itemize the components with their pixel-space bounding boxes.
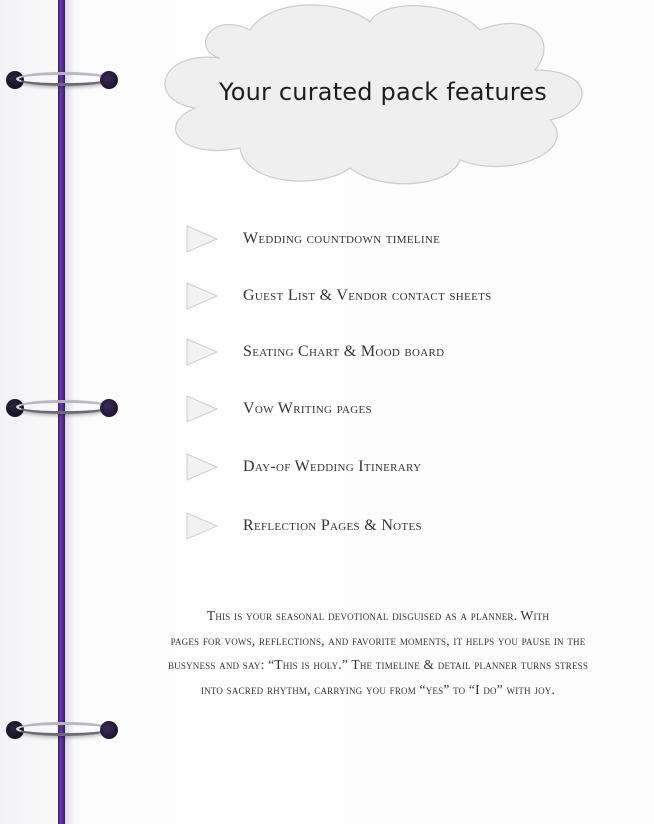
page-title: Your curated pack features — [219, 78, 547, 106]
feature-item — [186, 394, 606, 424]
feature-item — [186, 452, 606, 482]
feature-label: Reflection Pages & Notes — [243, 517, 422, 534]
ring-metal — [16, 72, 111, 86]
description-line: This is your seasonal devotional disguised as a planner. With — [206, 608, 550, 623]
feature-item — [186, 224, 606, 254]
ring-hole-icon — [100, 71, 118, 89]
binder-ring-top — [6, 68, 118, 94]
description-line: pages for vows, reflections, and favorite moments, it helps you pause in the — [170, 632, 586, 648]
triangle-play-icon — [186, 452, 218, 482]
ring-hole-icon — [100, 721, 118, 739]
feature-item — [186, 511, 606, 541]
feature-label: Wedding countdown timeline — [243, 230, 441, 247]
description-text — [110, 604, 646, 702]
feature-label: Seating Chart & Mood board — [243, 343, 445, 360]
triangle-play-icon — [186, 281, 218, 311]
ring-metal — [16, 722, 111, 736]
binder-ring-middle — [6, 396, 118, 422]
ring-hole-icon — [100, 399, 118, 417]
binder-ring-bottom — [6, 718, 118, 744]
feature-label: Guest List & Vendor contact sheets — [243, 287, 492, 304]
feature-item — [186, 337, 606, 367]
description-line: busyness and say: “This is holy.” The timeline & detail planner turns stress — [167, 657, 589, 672]
feature-item — [186, 281, 606, 311]
triangle-play-icon — [186, 394, 218, 424]
triangle-play-icon — [186, 511, 218, 541]
triangle-play-icon — [186, 337, 218, 367]
feature-label: Day-of Wedding Itinerary — [243, 458, 422, 475]
title-cloud — [150, 0, 590, 190]
feature-label: Vow Writing pages — [243, 400, 372, 417]
ring-metal — [16, 400, 111, 414]
description-line: into sacred rhythm, carrying you from “yes” to “I do” with joy. — [200, 681, 556, 697]
triangle-play-icon — [186, 224, 218, 254]
